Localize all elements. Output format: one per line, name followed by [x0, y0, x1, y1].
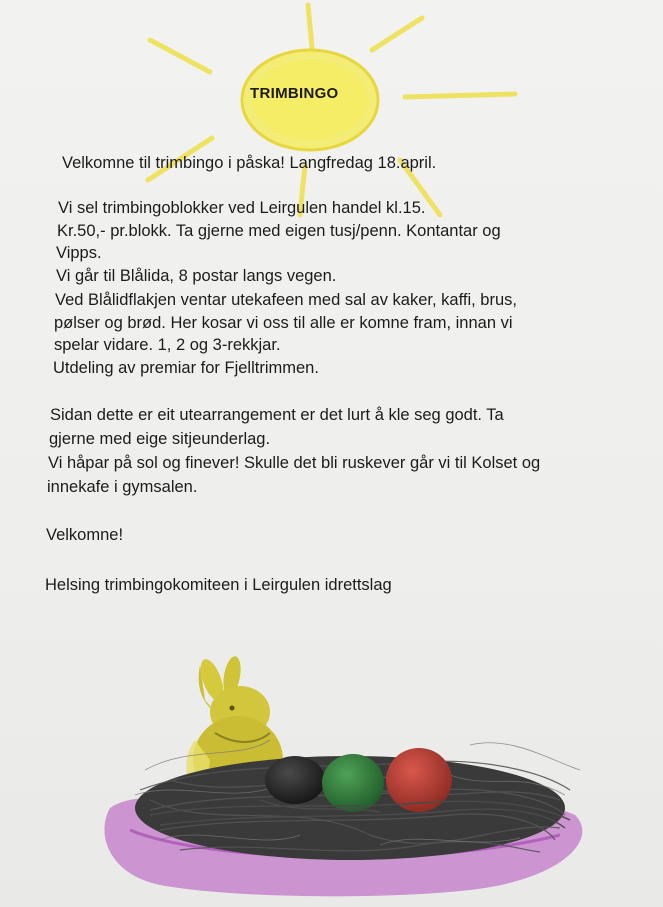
poster-title: TRIMBINGO	[250, 85, 339, 102]
p2-line: Vi håpar på sol og finever! Skulle det bli ruskever går vi til Kolset og	[48, 454, 541, 472]
p2-line: gjerne med eige sitjeunderlag.	[49, 430, 271, 448]
p1-line: Utdeling av premiar for Fjelltrimmen.	[53, 359, 319, 377]
egg-dark	[265, 756, 325, 804]
welcome-line: Velkomne!	[46, 526, 124, 544]
p1-line: Vi sel trimbingoblokker ved Leirgulen handel kl.15.	[58, 199, 426, 217]
egg-green	[322, 754, 384, 812]
p1-line: Vi går til Blålida, 8 postar langs vegen.	[56, 267, 337, 285]
p2-line: Sidan dette er eit utearrangement er det lurt å kle seg godt. Ta	[50, 406, 504, 424]
p2-line: innekafe i gymsalen.	[47, 478, 198, 496]
p1-line: pølser og brød. Her kosar vi oss til alle er komne fram, innan vi	[54, 314, 513, 332]
p1-line: Vipps.	[56, 244, 102, 262]
signature-line: Helsing trimbingokomiteen i Leirgulen idrettslag	[45, 576, 392, 594]
intro-line: Velkomne til trimbingo i påska! Langfredag 18.april.	[62, 154, 437, 172]
p1-line: Ved Blålidflakjen ventar utekafeen med sal av kaker, kaffi, brus,	[55, 291, 517, 309]
p1-line: Kr.50,- pr.blokk. Ta gjerne med eigen tusj/penn. Kontantar og	[57, 222, 501, 240]
p1-line: spelar vidare. 1, 2 og 3-rekkjar.	[54, 336, 281, 354]
